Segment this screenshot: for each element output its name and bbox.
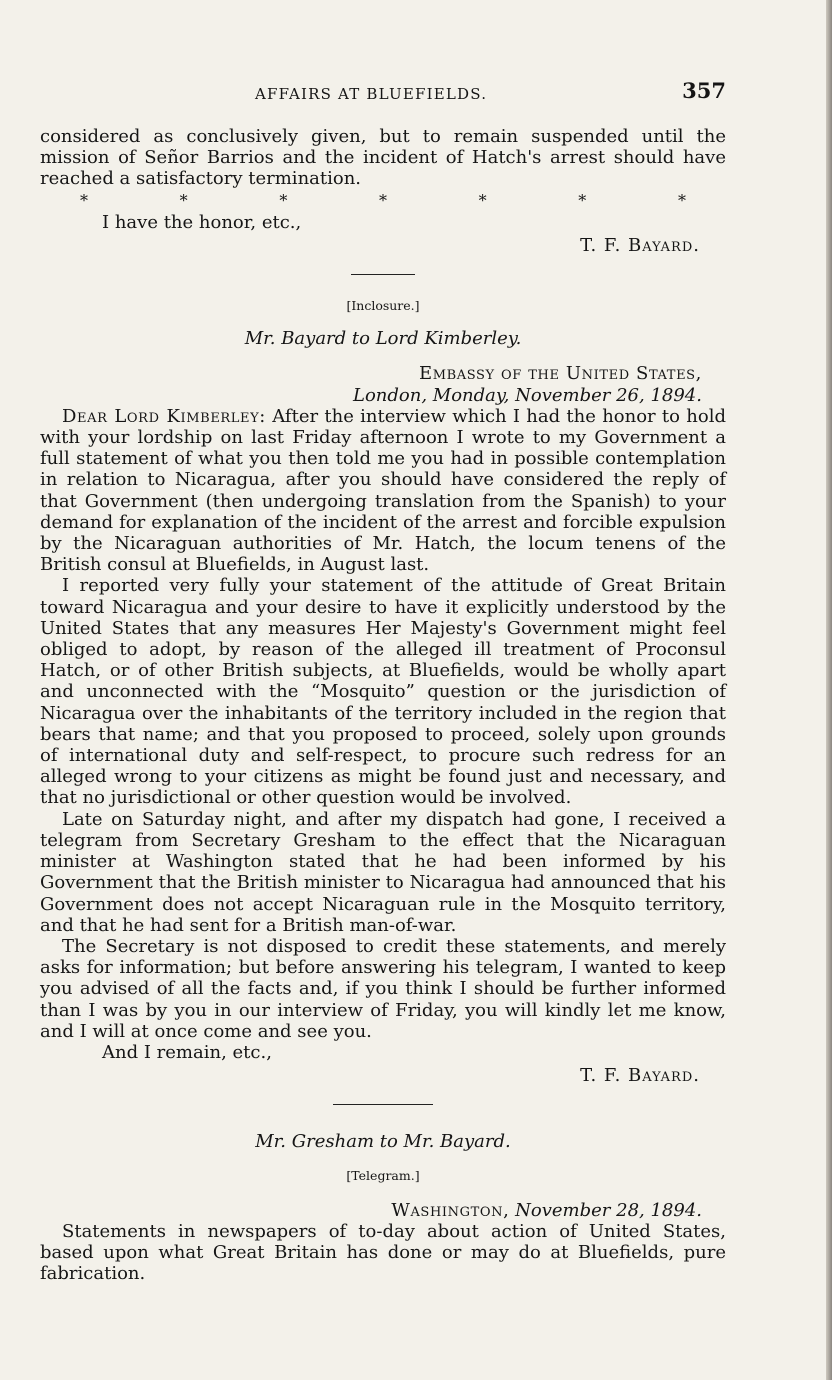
running-head-title: AFFAIRS AT BLUEFIELDS.: [255, 85, 488, 103]
scan-edge: [826, 0, 832, 1380]
telegram-heading: Mr. Gresham to Mr. Bayard.: [255, 1131, 511, 1153]
star: *: [80, 190, 88, 210]
running-head: [40, 80, 726, 102]
star: *: [478, 190, 487, 210]
inclosure-paragraph: Late on Saturday night, and after my dispatch had gone, I received a telegram from Secretary Gresham to the effect that the Nicaraguan minister at Washington stated that he had been informed by his Government that the British minister to Nicaragua had announced that his Government does not accept Nicaraguan rule in the Mosquito territory, and that he had sent for a British man-of-war.: [40, 808, 726, 936]
ellipsis-stars: [40, 190, 726, 210]
telegram-date: November 28, 1894.: [515, 1199, 702, 1221]
inclosure-paragraph: I reported very fully your statement of the attitude of Great Britain toward Nicaragua and your desire to have it explicitly understood by the United States that any measures Her Majesty's Government might feel obliged to adopt, by reason of the alleged ill treatment of Proconsul Hatch, or of other British subjects, at Bluefields, would be wholly apart and unconnected with the “Mosquito” question or the jurisdiction of Nicaragua over the inhabitants of the territory included in the region that bears that name; and that you proposed to proceed, solely upon grounds of international duty and self-respect, to procure such redress for an alleged wrong to your citizens as might be found just and necessary, and that no jurisdictional or other question would be involved.: [40, 575, 726, 809]
inclosure-paragraph: The Secretary is not disposed to credit these statements, and merely asks for information; but before answering his telegram, I wanted to keep you advised of all the facts and, if you think I should be further informed than I was by you in our interview of Friday, you will kindly let me know, and I will at once come and see you.: [40, 935, 726, 1042]
body-text: [40, 126, 726, 1285]
section-rule: [333, 1104, 433, 1105]
letter1-closing: I have the honor, etc.,: [102, 211, 302, 233]
star: *: [378, 190, 387, 210]
inclosure-signature: T. F. Bayard.: [580, 1065, 700, 1087]
letter1-signature: T. F. Bayard.: [580, 234, 700, 256]
telegram-place: Washington,: [391, 1199, 510, 1221]
star: *: [677, 190, 686, 210]
salutation: Dear Lord Kimberley:: [62, 405, 266, 427]
inclosure-place: Embassy of the United States,: [418, 363, 702, 385]
section-rule: [351, 274, 415, 275]
page-number: 357: [682, 78, 726, 103]
telegram-body: Statements in newspapers of to-day about action of United States, based upon what Great Britain has done or may do at Bluefields, pure fabrication.: [40, 1220, 726, 1285]
inclosure-closing: And I remain, etc.,: [102, 1041, 272, 1063]
telegram-label: [Telegram.]: [346, 1167, 420, 1183]
inclosure-label: [Inclosure.]: [346, 298, 420, 314]
paragraph-text: After the interview which I had the honor to hold with your lordship on last Friday afternoon I wrote to my Government a full statement of what you then told me you had in possible contemplation in relation to Nicaragua, after you should have considered the reply of that Government (then undergoing translation from the Spanish) to your demand for explanation of the incident of the arrest and forcible expulsion by the Nicaraguan authorities of Mr. Hatch, the locum tenens of the British consul at Bluefields, in August last.: [40, 405, 726, 576]
inclosure-paragraph: [40, 406, 726, 576]
inclosure-dateline: London, Monday, November 26, 1894.: [353, 384, 702, 406]
telegram-dateline: [40, 1200, 726, 1221]
continued-paragraph: considered as conclusively given, but to remain suspended until the mission of Señor Barrios and the incident of Hatch's arrest should have reached a satisfactory termination.: [40, 126, 726, 190]
star: *: [179, 190, 188, 210]
star: *: [279, 190, 288, 210]
inclosure-heading: Mr. Bayard to Lord Kimberley.: [244, 328, 522, 350]
star: *: [578, 190, 587, 210]
